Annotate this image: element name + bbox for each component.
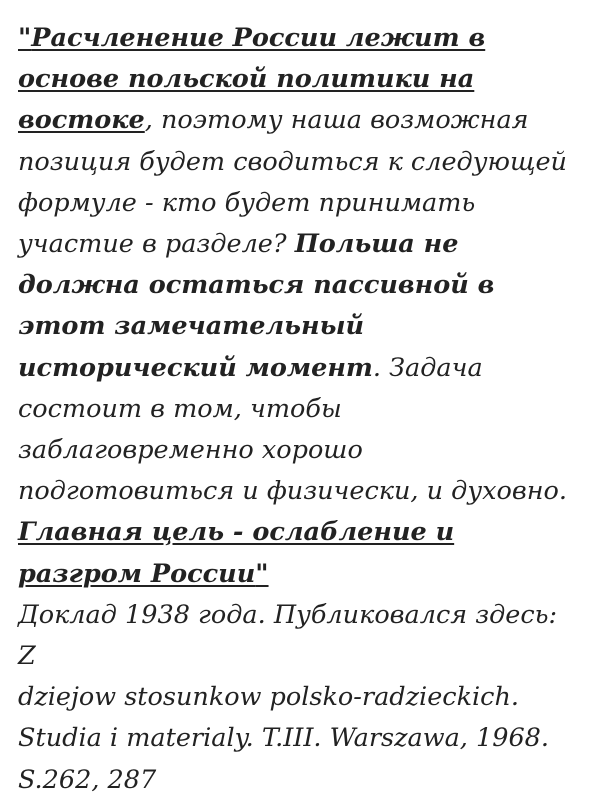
quote-emphasis-main-goal: Главная цель - ослабление и разгром России" <box>18 517 455 589</box>
quote-block <box>18 18 582 595</box>
citation-line: dziejow stosunkow polsko-radzieckich. <box>18 682 519 713</box>
quote-text-formula: поэтому наша возможная позиция будет сводиться к следующей формуле - кто будет принимать участие в разделе? <box>18 105 567 260</box>
citation-line: Studia i materialy. T.III. Warszawa, 1968. <box>18 723 549 754</box>
quote-emphasis-dismemberment: Расчленение России лежит в основе польской политики на востоке <box>18 23 486 136</box>
quote-comma: , <box>144 105 153 136</box>
citation-line: Доклад 1938 года. Публиковался здесь: Z <box>18 599 558 672</box>
closing-quote-mark: " <box>255 558 269 589</box>
quote-emphasis-poland-passive: Польша не должна остаться пассивной в этот замечательный исторический момент <box>18 229 495 383</box>
quote-paragraph <box>18 18 582 595</box>
citation-block <box>18 595 582 801</box>
opening-quote-mark: " <box>18 23 32 53</box>
citation-line: S.262, 287 <box>18 764 157 795</box>
quote-text-task: . Задача состоит в том, чтобы заблаговременно хорошо подготовиться и физически, и духовно. <box>18 352 567 507</box>
